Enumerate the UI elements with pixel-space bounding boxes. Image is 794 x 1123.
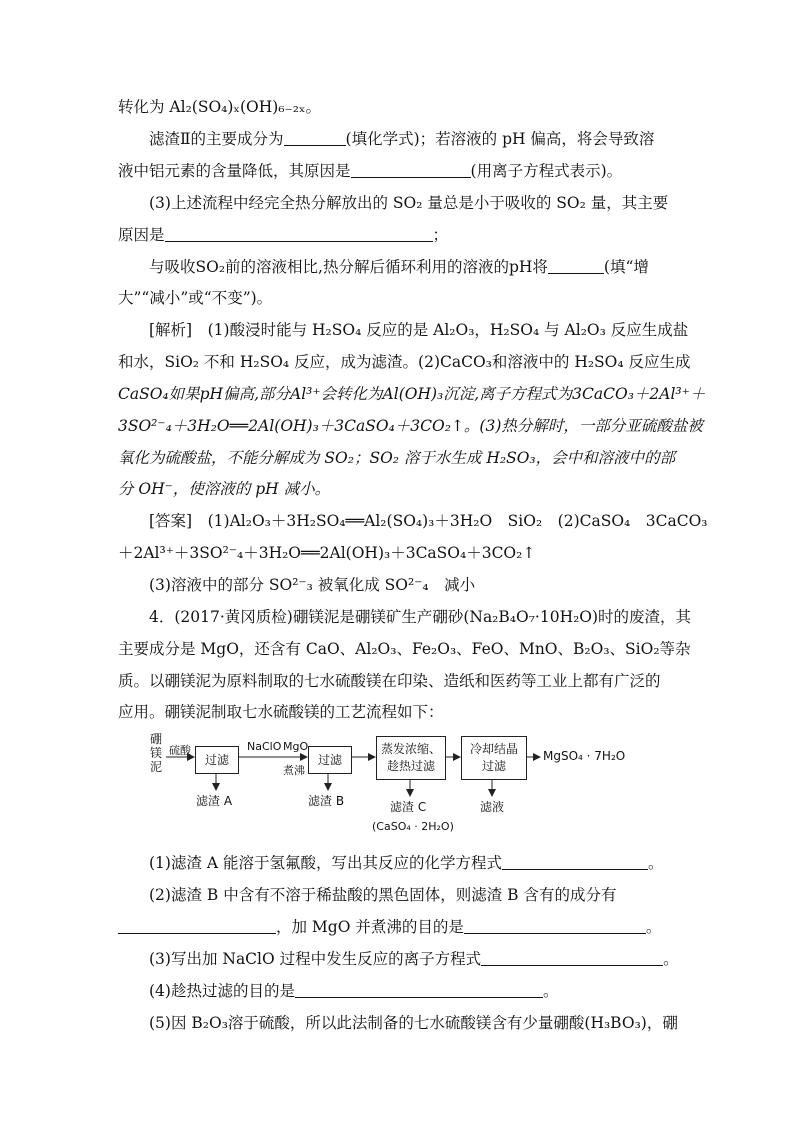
answer-blank[interactable] [502, 853, 648, 870]
flow-box-evaporate [376, 736, 446, 780]
answer-blank[interactable] [481, 949, 663, 966]
text: 3SO²⁻₄＋3H₂O══2Al(OH)₃＋3CaSO₄＋3CO₂↑。(3)热分解时，一部分亚硫酸盐被 [118, 417, 703, 435]
text: 主要成分是 MgO，还含有 CaO、Al₂O₃、Fe₂O₃、FeO、MnO、B₂O₃、SiO₂等杂 [118, 640, 691, 658]
text: (5)因 B₂O₃溶于硫酸，所以此法制备的七水硫酸镁含有少量硼酸(H₃BO₃)，硼 [149, 1014, 678, 1032]
analysis-line [149, 319, 688, 341]
text-line [118, 478, 330, 500]
process-flow-diagram [150, 730, 670, 840]
text-line [149, 256, 649, 278]
text: (4)趁热过滤的目的是 [149, 982, 295, 1000]
text-line [118, 415, 703, 437]
text: ＋2Al³⁺＋3SO²⁻₄＋3H₂O══2Al(OH)₃＋3CaSO₄＋3CO₂↑ [118, 544, 536, 562]
text: ； [432, 226, 449, 244]
flow-acid-label: 硫酸 [169, 744, 191, 757]
flow-box-text: 过滤 [481, 759, 506, 773]
flow-boil-label: 煮沸 [283, 764, 305, 777]
flow-residue-b: 滤渣 B [308, 794, 345, 808]
text: 应用。硼镁泥制取七水硫酸镁的工艺流程如下： [118, 703, 444, 721]
text: CaSO₄如果pH偏高,部分Al³⁺会转化为Al(OH)₃沉淀,离子方程式为3CaCO₃＋2Al³⁺＋ [118, 385, 706, 403]
text: 4．(2017·黄冈质检)硼镁泥是硼镁矿生产硼砂(Na₂B₄O₇·10H₂O)时的废渣，其 [149, 608, 692, 626]
text-line [118, 638, 691, 660]
flow-box-crystallize [461, 736, 527, 780]
flow-box-text: 过滤 [317, 752, 342, 767]
text: 和水，SiO₂ 不和 H₂SO₄ 反应，成为滤渣。(2)CaCO₃和溶液中的 H₂SO₄ 反应生成 [118, 353, 691, 371]
text: 质。以硼镁泥为原料制取的七水硫酸镁在印染、造纸和医药等工业上都有广泛的 [118, 672, 661, 690]
flow-residue-c-note: (CaSO₄ · 2H₂O) [372, 820, 454, 833]
text: 与吸收SO₂前的溶液相比,热分解后循环利用的溶液的pH将 [149, 258, 548, 276]
text-line [118, 224, 448, 246]
answer-blank[interactable] [118, 917, 276, 934]
text: 液中铝元素的含量降低，其原因是 [118, 162, 351, 180]
flow-start-label: 硼镁泥 [150, 732, 163, 774]
flow-box-text: 过滤 [204, 752, 229, 767]
text-line [118, 383, 705, 405]
flow-box-filter-2 [308, 746, 352, 774]
flow-mgo-label: MgO [283, 740, 309, 753]
text: ，加 MgO 并煮沸的目的是 [276, 918, 464, 936]
text-line [118, 96, 321, 118]
answer-blank[interactable] [464, 917, 646, 934]
text-line [149, 948, 679, 970]
text: (填“增 [603, 258, 649, 276]
answer-line [149, 510, 708, 532]
flow-box-text: 趁热过滤 [386, 759, 435, 773]
text: (填化学式)；若溶液的 pH 偏高，将会导致溶 [345, 130, 655, 148]
text: 滤渣Ⅱ的主要成分为 [149, 130, 284, 148]
flow-filtrate: 滤液 [480, 800, 505, 814]
analysis-label: [解析] [149, 321, 193, 339]
text-line [149, 884, 616, 906]
text-line [118, 447, 675, 469]
flow-naclo-label: NaClO [247, 740, 282, 753]
text: 。 [645, 918, 662, 936]
answer-blank[interactable] [284, 129, 346, 146]
text-line [118, 542, 535, 564]
text-line [118, 287, 272, 309]
text: 分 OH⁻，使溶液的 pH 减小。 [118, 480, 331, 498]
text: 原因是 [118, 226, 165, 244]
text-line [118, 670, 661, 692]
text: (1)Al₂O₃＋3H₂SO₄══Al₂(SO₄)₃＋3H₂O SiO₂ (2)CaSO₄ 3CaCO₃ [207, 512, 708, 530]
text-line [149, 852, 664, 874]
text-line [149, 1012, 678, 1034]
text-line [149, 128, 654, 150]
text: 。 [663, 950, 679, 968]
text-line [149, 574, 475, 596]
text: 转化为 Al₂(SO₄)ₓ(OH)₆₋₂ₓ。 [118, 98, 321, 116]
text-line [118, 351, 691, 373]
text: (3)上述流程中经完全热分解放出的 SO₂ 量总是小于吸收的 SO₂ 量，其主要 [149, 194, 669, 212]
text: 。 [542, 982, 559, 1000]
answer-blank[interactable] [351, 161, 471, 178]
flow-residue-c: 滤渣 C [390, 800, 427, 814]
text: 大”“减小”或“不变”)。 [118, 289, 273, 307]
text-line [118, 160, 622, 182]
text: (2)滤渣 B 中含有不溶于稀盐酸的黑色固体，则滤渣 B 含有的成分有 [149, 886, 617, 904]
text: (1)滤渣 A 能溶于氢氟酸，写出其反应的化学方程式 [149, 854, 503, 872]
text: 。 [648, 854, 664, 872]
text: (3)写出加 NaClO 过程中发生反应的离子方程式 [149, 950, 482, 968]
text-line [149, 192, 668, 214]
text: (1)酸浸时能与 H₂SO₄ 反应的是 Al₂O₃，H₂SO₄ 与 Al₂O₃ 反应生成盐 [207, 321, 689, 339]
text-line [149, 980, 558, 1002]
answer-blank[interactable] [295, 981, 543, 998]
flow-residue-a: 滤渣 A [196, 794, 233, 808]
answer-blank[interactable] [548, 257, 604, 274]
text: 氧化为硫酸盐，不能分解成为 SO₂；SO₂ 溶于水生成 H₂SO₃，会中和溶液中的部 [118, 449, 676, 467]
flow-product-label: MgSO₄ · 7H₂O [543, 749, 626, 763]
answer-label: [答案] [149, 512, 193, 530]
question-line [149, 606, 691, 628]
text: (用离子方程式表示)。 [470, 162, 623, 180]
answer-blank[interactable] [165, 225, 433, 242]
flow-box-filter-1 [195, 746, 239, 774]
text: (3)溶液中的部分 SO²⁻₃ 被氧化成 SO²⁻₄ 减小 [149, 576, 476, 594]
flow-box-text: 冷却结晶 [469, 742, 518, 756]
text-line [118, 701, 444, 723]
flow-box-text: 蒸发浓缩、 [380, 742, 441, 756]
text-line [118, 916, 661, 938]
